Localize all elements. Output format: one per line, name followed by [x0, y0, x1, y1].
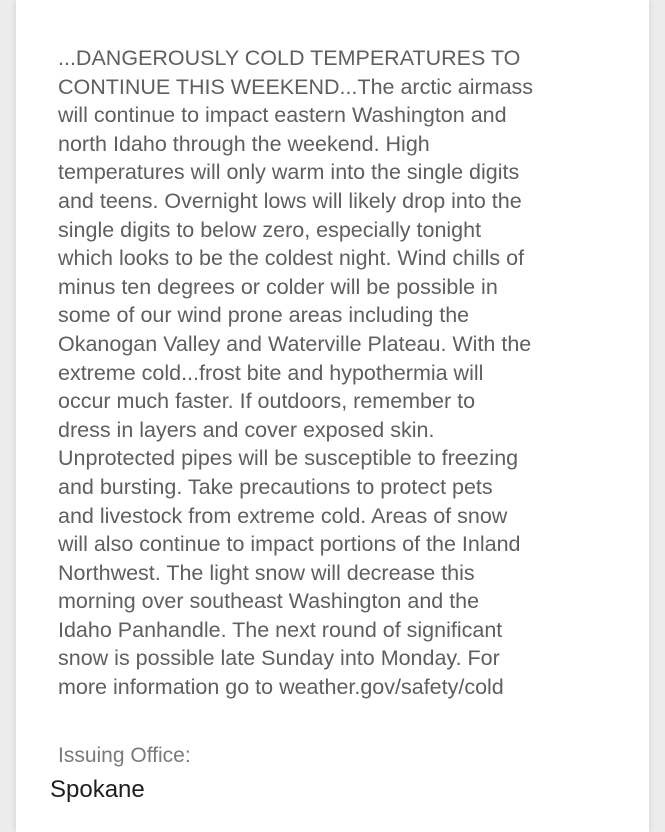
issuing-office-value: Spokane [50, 776, 145, 803]
alert-text-line: which looks to be the coldest night. Wind chills of [58, 246, 525, 271]
alert-text-line: occur much faster. If outdoors, remember to [58, 389, 476, 414]
alert-text-line: snow is possible late Sunday into Monday. For [58, 646, 500, 671]
alert-text-line: north Idaho through the weekend. High [58, 131, 430, 156]
alert-text-line: will continue to impact eastern Washington and [58, 103, 507, 128]
alert-text-line: and bursting. Take precautions to protect pets [58, 474, 493, 499]
alert-card [16, 0, 649, 832]
alert-text-line: Unprotected pipes will be susceptible to freezing [58, 446, 519, 471]
alert-text-line: CONTINUE THIS WEEKEND...The arctic airmass [58, 74, 534, 99]
alert-text-line: dress in layers and cover exposed skin. [58, 417, 435, 442]
alert-text-line: more information go to weather.gov/safety/cold [58, 675, 504, 700]
alert-text-line: morning over southeast Washington and the [58, 589, 480, 614]
issuing-office-label: Issuing Office: [58, 744, 191, 767]
alert-text-line: minus ten degrees or colder will be possible in [58, 274, 498, 299]
alert-text-line: some of our wind prone areas including the [58, 303, 470, 328]
alert-text-line: temperatures will only warm into the single digits [58, 160, 520, 185]
alert-text-line: ...DANGEROUSLY COLD TEMPERATURES TO [58, 46, 521, 70]
alert-text-line: Okanogan Valley and Waterville Plateau. With the [58, 331, 532, 356]
alert-text-line: Idaho Panhandle. The next round of significant [58, 617, 503, 642]
alert-text-line: extreme cold...frost bite and hypothermia will [58, 360, 484, 385]
alert-description [58, 44, 533, 702]
alert-text-line: Northwest. The light snow will decrease this [58, 560, 475, 585]
alert-text-line: and livestock from extreme cold. Areas of snow [58, 503, 508, 528]
alert-text-line: single digits to below zero, especially tonight [58, 217, 482, 242]
alert-text-line: and teens. Overnight lows will likely drop into the [58, 188, 522, 213]
alert-text-line: will also continue to impact portions of the Inland [58, 532, 521, 557]
